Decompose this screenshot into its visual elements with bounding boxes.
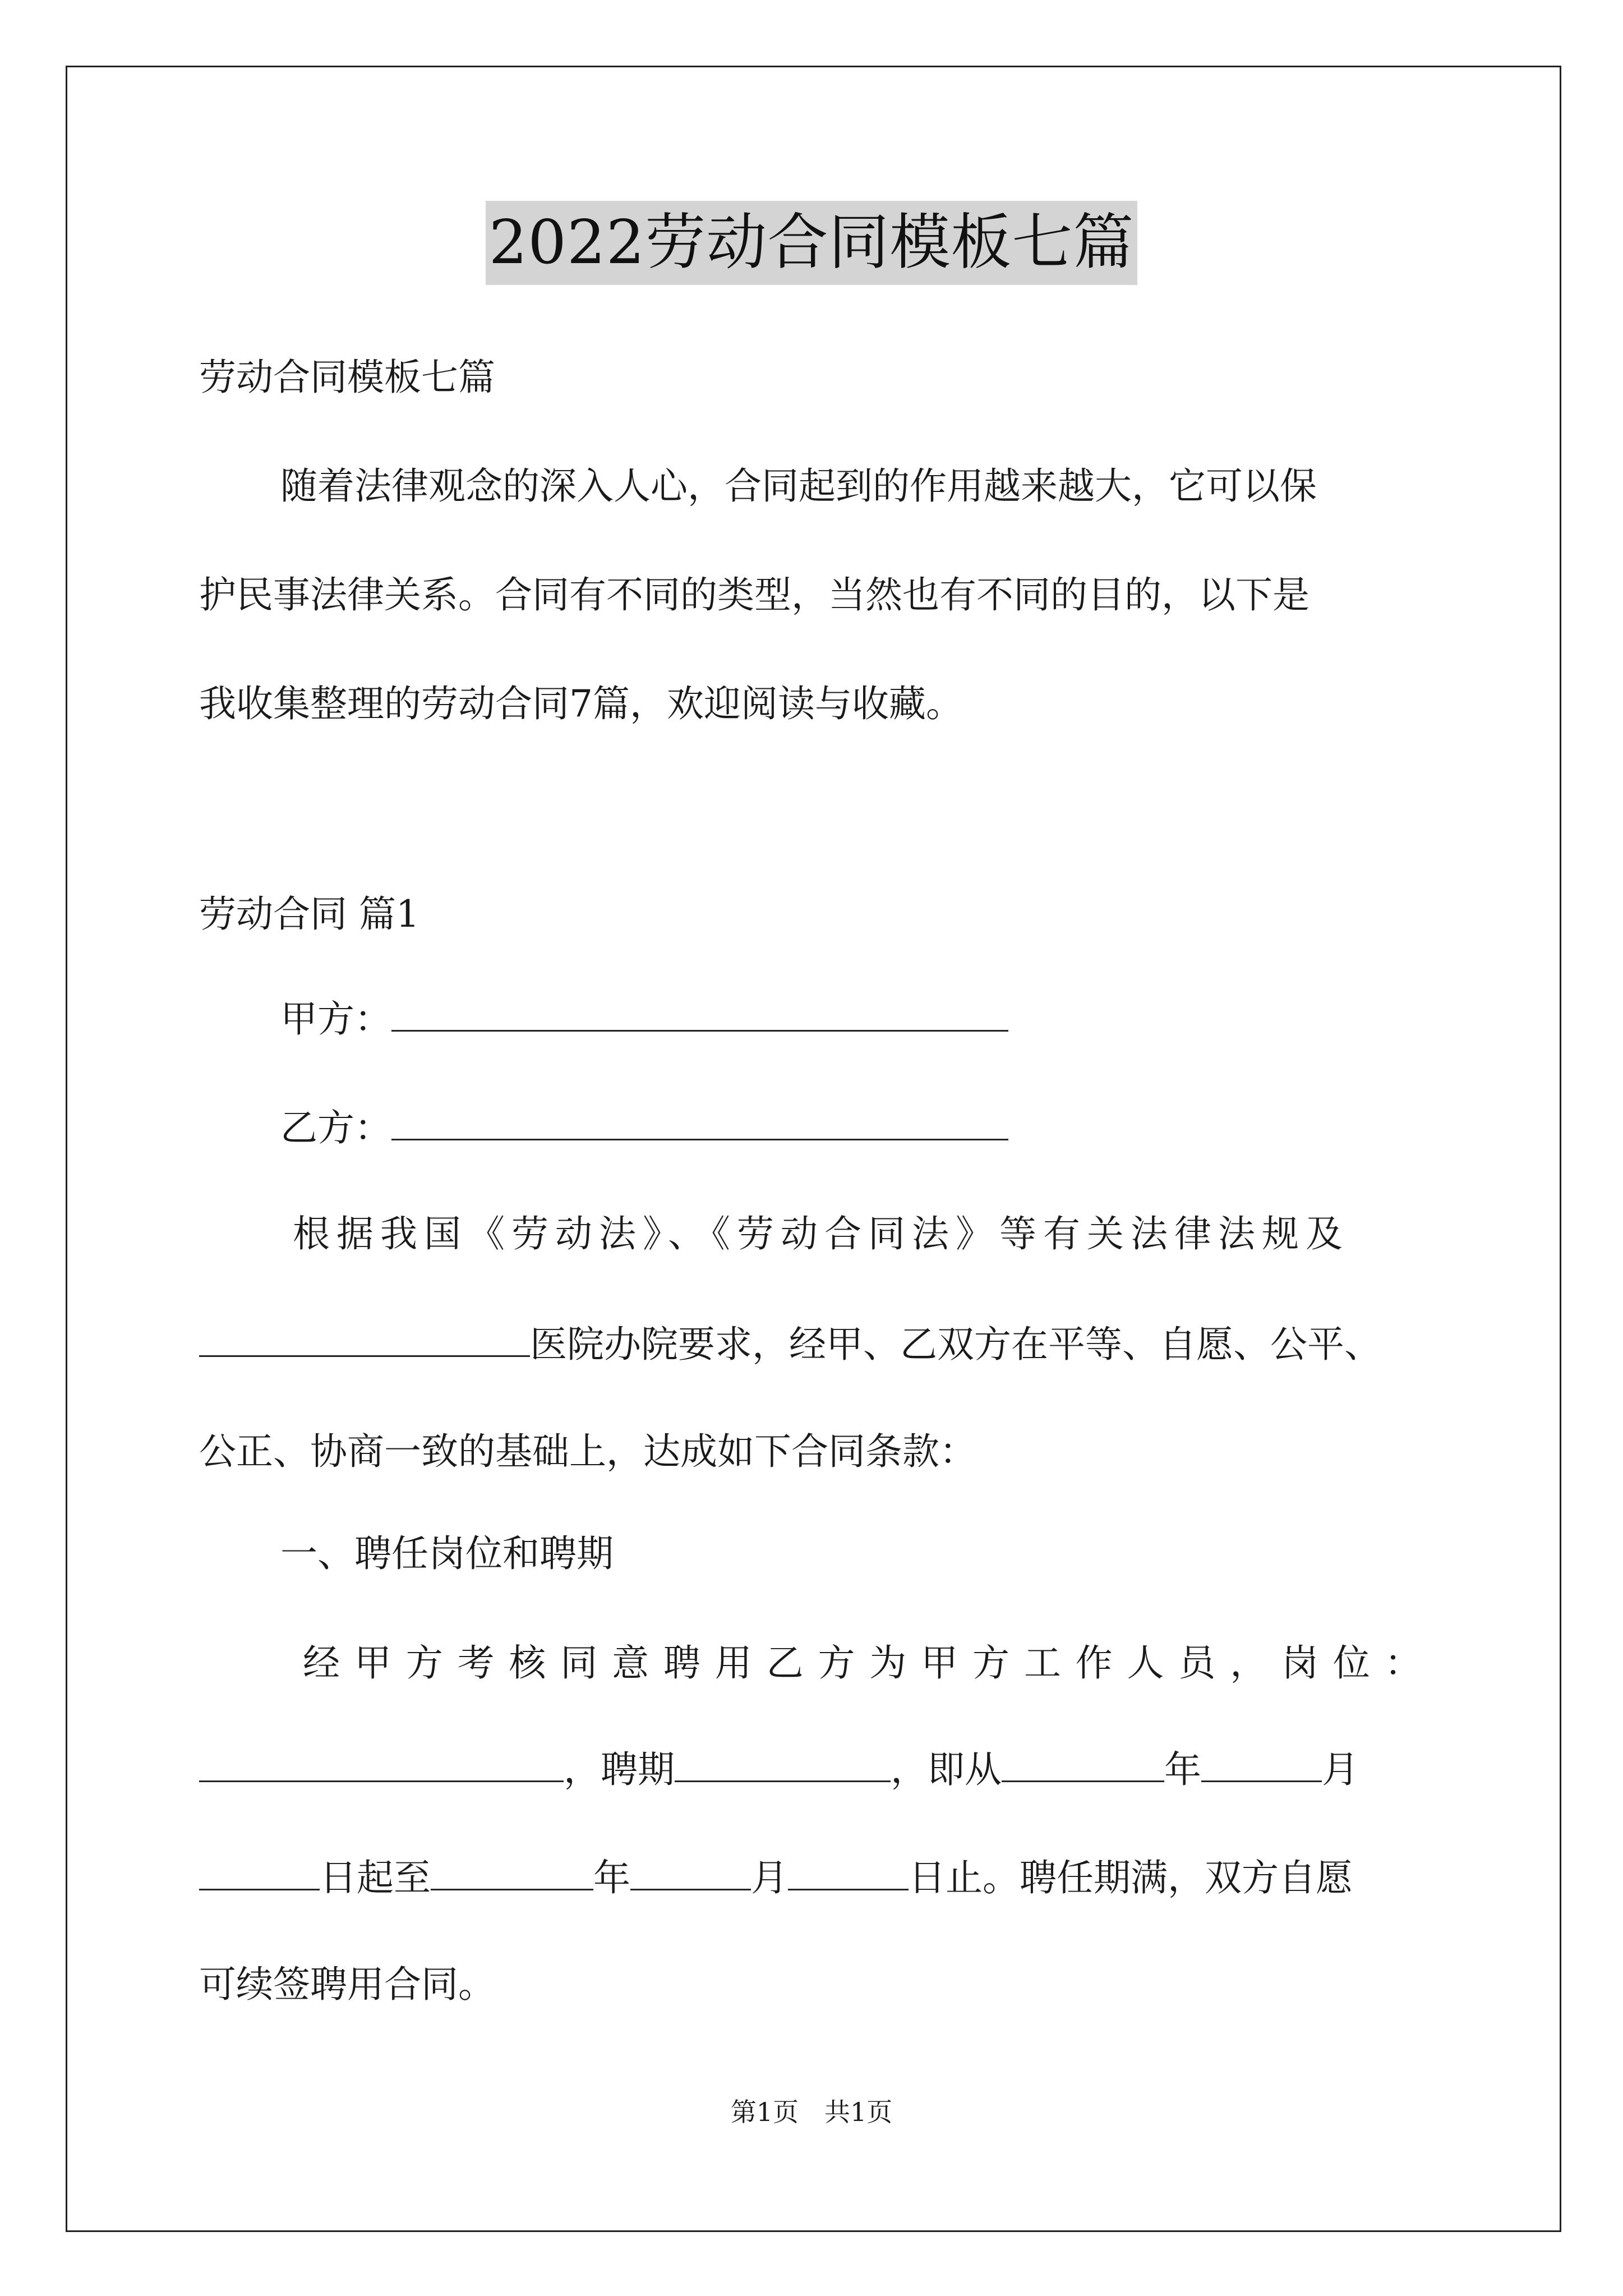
document-subtitle: 劳动合同模板七篇 [199, 356, 495, 399]
clause1-line-1-char: 核 [509, 1641, 546, 1685]
basis-line-2-text: 医院办院要求，经甲、乙双方在平等、自愿、公平、 [530, 1323, 1381, 1366]
basis-line-1: 根据我国《劳动法》、《劳动合同法》等有关法律法规及 [293, 1212, 1349, 1255]
clause1-line-1-char: 意 [612, 1641, 649, 1685]
clause1-line-2 [199, 1746, 1359, 1792]
page-footer: 第1页 共1页 [730, 2097, 893, 2127]
clause1-line-1-char: 乙 [766, 1641, 804, 1685]
clause1-end-text: 日止。聘任期满，双方自愿 [909, 1856, 1353, 1899]
position-blank[interactable] [199, 1746, 564, 1782]
clause1-line-3 [199, 1854, 1353, 1901]
clause1-line-1-char: 方 [972, 1641, 1009, 1685]
start-year-blank[interactable] [1002, 1746, 1164, 1782]
clause1-line-1-char: 作 [1075, 1641, 1113, 1685]
party-a-label: 甲方： [280, 997, 391, 1041]
clause1-line-1-char: 甲 [921, 1641, 958, 1685]
clause1-line-1-char: 方 [405, 1641, 443, 1685]
clause1-line-1 [303, 1641, 1422, 1686]
party-b-row [280, 1104, 1008, 1151]
end-day-blank[interactable] [788, 1854, 909, 1890]
party-a-blank[interactable] [391, 995, 1008, 1032]
clause1-line-1-char: ： [1384, 1641, 1422, 1685]
clause1-line-1-char: 岗 [1281, 1641, 1319, 1685]
intro-line-3: 我收集整理的劳动合同7篇，欢迎阅读与收藏。 [199, 682, 963, 725]
clause1-line-1-char: ， [1230, 1641, 1267, 1685]
clause1-line-1-char: 位 [1332, 1641, 1370, 1685]
clause1-line-1-char: 同 [560, 1641, 598, 1685]
clause1-line-1-char: 甲 [354, 1641, 391, 1685]
clause1-line-1-char: 方 [818, 1641, 855, 1685]
party-a-row [280, 995, 1008, 1042]
clause1-line-1-char: 为 [869, 1641, 907, 1685]
clause1-end-month-label: 月 [751, 1856, 788, 1899]
section-heading: 劳动合同 篇1 [199, 892, 419, 936]
clause1-line-1-char: 用 [714, 1641, 752, 1685]
start-month-blank[interactable] [1201, 1746, 1322, 1782]
end-year-blank[interactable] [431, 1854, 593, 1890]
clause1-line-1-char: 人 [1127, 1641, 1164, 1685]
clause1-line-1-char: 聘 [663, 1641, 700, 1685]
clause1-year-label: 年 [1164, 1748, 1201, 1791]
basis-line-2 [199, 1320, 1381, 1367]
clause1-from-label: ，即从 [891, 1748, 1002, 1791]
intro-line-2: 护民事法律关系。合同有不同的类型，当然也有不同的目的，以下是 [199, 573, 1310, 616]
party-b-blank[interactable] [391, 1104, 1008, 1140]
clause1-term-label: ，聘期 [564, 1748, 675, 1791]
clause1-line-1-char: 考 [457, 1641, 495, 1685]
clause1-line-1-char: 员 [1178, 1641, 1216, 1685]
hospital-name-blank[interactable] [199, 1320, 530, 1357]
clause1-line-1-char: 经 [303, 1641, 340, 1685]
document-title: 2022劳动合同模板七篇 [486, 201, 1138, 285]
term-blank[interactable] [675, 1746, 891, 1782]
clause1-month-label: 月 [1322, 1748, 1359, 1791]
clause1-line-1-char: 工 [1023, 1641, 1061, 1685]
intro-line-1: 随着法律观念的深入人心，合同起到的作用越来越大，它可以保 [280, 464, 1317, 508]
clause1-end-year-label: 年 [593, 1856, 630, 1899]
end-month-blank[interactable] [630, 1854, 751, 1890]
start-day-blank[interactable] [199, 1854, 320, 1890]
party-b-label: 乙方： [280, 1106, 391, 1149]
title-container [0, 201, 1623, 285]
clause1-line-4: 可续签聘用合同。 [199, 1963, 495, 2006]
basis-line-3: 公正、协商一致的基础上，达成如下合同条款： [199, 1430, 976, 1473]
clause1-heading: 一、聘任岗位和聘期 [280, 1532, 614, 1575]
clause1-until-label: 日起至 [320, 1856, 431, 1899]
